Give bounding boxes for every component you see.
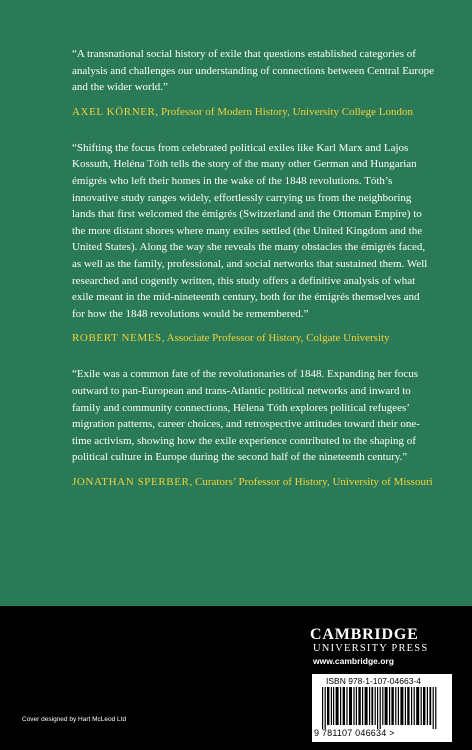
endorser-name-1: AXEL KÖRNER <box>72 105 156 118</box>
publisher-logo <box>310 626 450 667</box>
endorsement-attribution-2 <box>72 331 434 346</box>
cover-design-credit: Cover designed by Hart McLeod Ltd <box>22 716 127 723</box>
isbn-label: ISBN 978-1-107-04663-4 <box>326 676 421 686</box>
isbn-barcode-panel <box>312 674 452 742</box>
endorsement-attribution-1 <box>72 105 434 120</box>
endorsement-attribution-3 <box>72 475 434 490</box>
endorsement-quote-1: “A transnational social history of exile that questions established categories of analysis and challenges our understanding of connections between Central Europe and the wider world.” <box>72 48 434 94</box>
barcode-digits: 9 781107 046634 > <box>314 728 395 738</box>
endorsement-quote-2: “Shifting the focus from celebrated political exiles like Karl Marx and Lajos Kossuth, Heléna Tóth tells the story of the many other German and Hungarian émigrés who left their homes in the wake of the 1848 revolutions. Tóth’s innovative study ranges widely, effortlessly carrying us from the neighboring lands that first welcomed the émigrés (Switzerland and the Ottoman Empire) to the more distant shores where many exiles settled (the United Kingdom and the United States). Along the way she reveals the many obstacles the émigrés faced, as well as the family, professional, and social networks that sustained them. Well researched and cogently written, this study offers a definitive analysis of what exile meant in the mid-nineteenth century, both for the émigrés themselves and for how the 1848 revolutions would be remembered.” <box>72 141 428 320</box>
endorser-title-2: , Associate Professor of History, Colgate University <box>161 332 390 345</box>
endorser-name-3: JONATHAN SPERBER <box>72 475 190 488</box>
publisher-name: CAMBRIDGE <box>310 626 419 643</box>
endorser-title-1: , Professor of Modern History, University College London <box>155 105 413 118</box>
endorsement-quote-3: “Exile was a common fate of the revolutionaries of 1848. Expanding her focus outward to pan-European and trans-Atlantic political networks and inward to family and community connections, Hélena Tóth explores political refugees’ migration patterns, career choices, and retrospective attitudes toward their one-time activism, showing how the exile experience contributed to the shaping of political culture in Europe during the second half of the nineteenth century.” <box>72 368 420 464</box>
endorser-name-2: ROBERT NEMES <box>72 332 162 345</box>
endorsements <box>72 46 434 510</box>
publisher-url: www.cambridge.org <box>313 656 394 666</box>
endorser-title-3: , Curators’ Professor of History, University of Missouri <box>189 475 433 488</box>
barcode-icon <box>318 687 446 729</box>
publisher-subtitle: UNIVERSITY PRESS <box>313 643 429 654</box>
